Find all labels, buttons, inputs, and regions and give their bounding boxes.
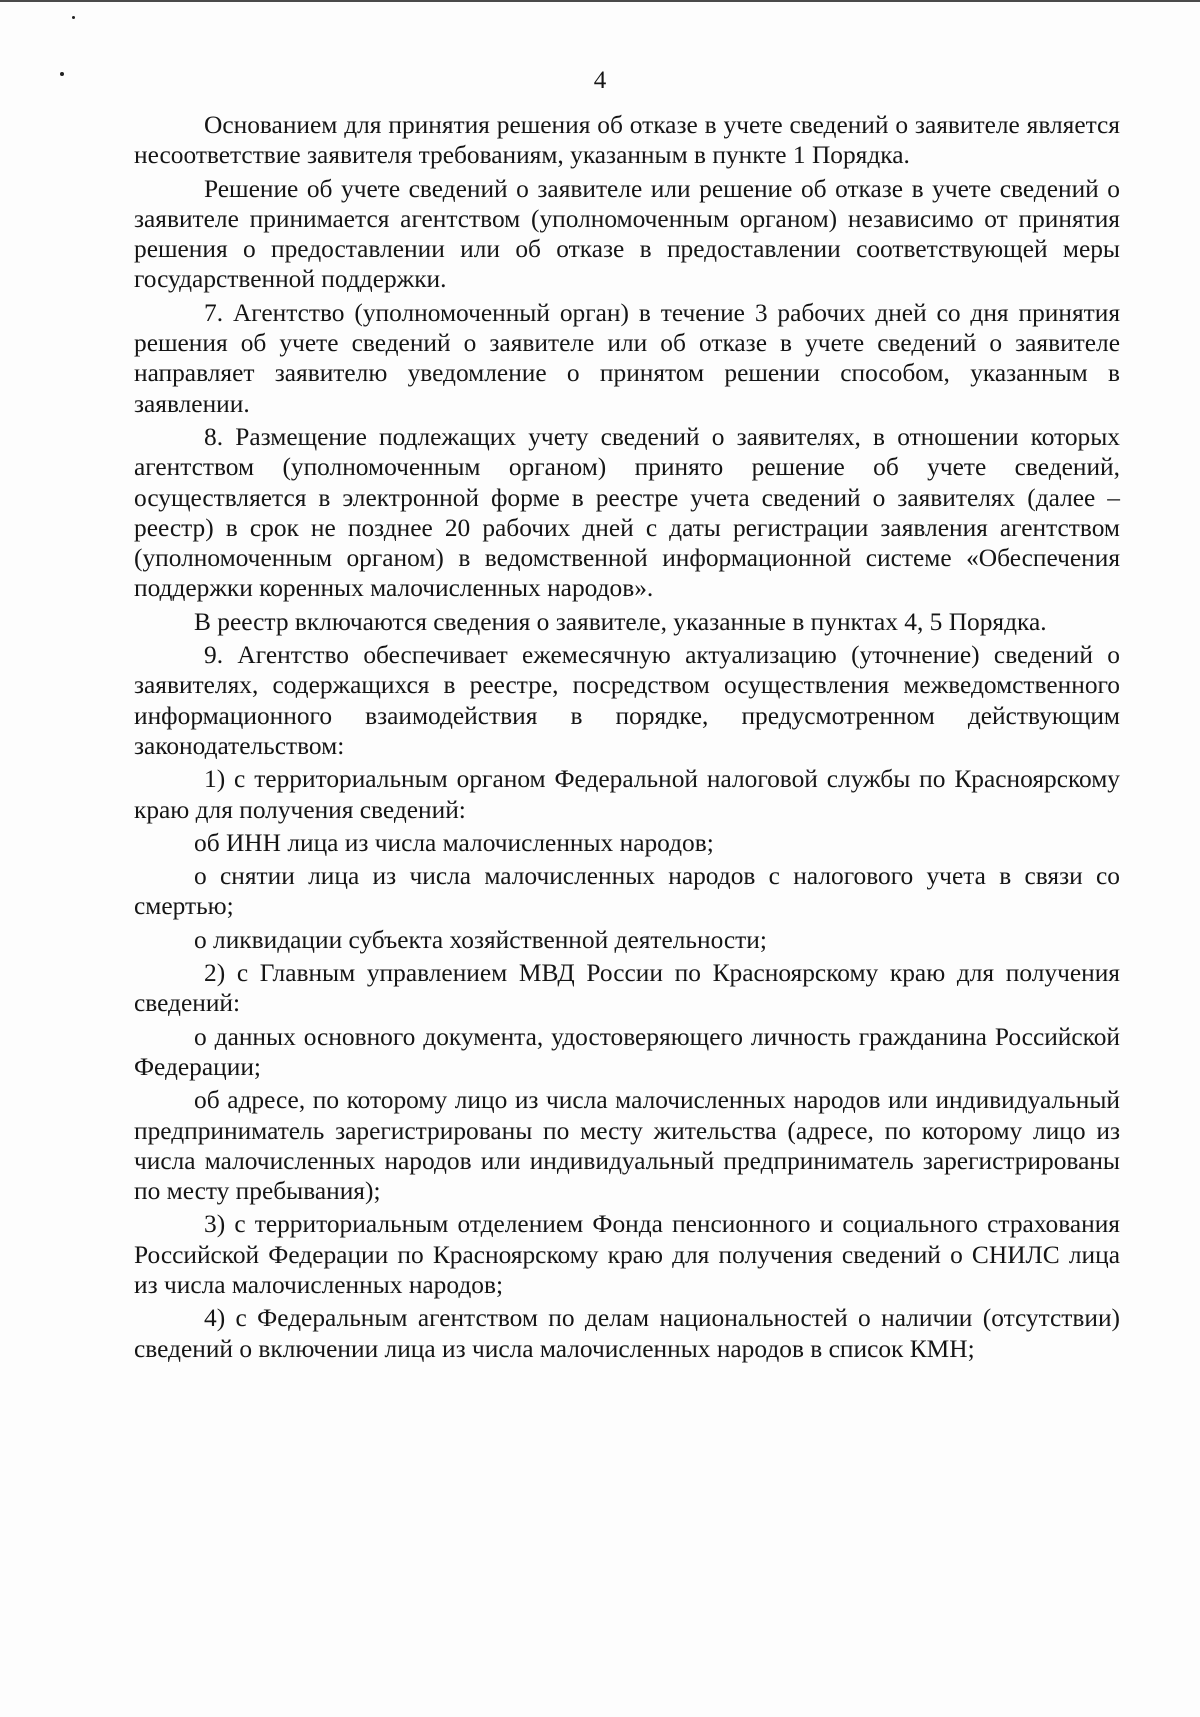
paragraph-subitem-2: 2) с Главным управлением МВД России по Красноярскому краю для получения сведений: <box>134 959 1120 1018</box>
list-item-liquidation: о ликвидации субъекта хозяйственной деятельности; <box>194 925 767 954</box>
paragraph-item-8: 8. Размещение подлежащих учету сведений о заявителях, в отношении которых агентством (уполномоченным органом) принято решение об учете сведений, осуществляется в электронной форме в реестре учета сведений о заявителях (далее – реестр) в срок не позднее 20 рабочих дней с даты регистрации заявления агентством (уполномоченным органом) в ведомственной информационной системе «Обеспечения поддержки коренных малочисленных народов». <box>134 422 1120 603</box>
paragraph-item-7: 7. Агентство (уполномоченный орган) в течение 3 рабочих дней со дня принятия решения об учете сведений о заявителе или об отказе в учете сведений о заявителе направляет заявителю уведомление о принятом решении способом, указанным в заявлении. <box>134 298 1120 418</box>
list-item-identity-document: о данных основного документа, удостоверяющего личность гражданина Российской Федерации; <box>134 1022 1120 1081</box>
list-item-tax-deregistration: о снятии лица из числа малочисленных народов с налогового учета в связи со смертью; <box>134 862 1120 921</box>
list-item-inn: об ИНН лица из числа малочисленных народов; <box>194 828 714 857</box>
paragraph-subitem-4: 4) с Федеральным агентством по делам национальностей о наличии (отсутствии) сведений о включении лица из числа малочисленных народов в список КМН; <box>134 1304 1120 1363</box>
paragraph-decision-independence: Решение об учете сведений о заявителе или решение об отказе в учете сведений о заявителе принимается агентством (уполномоченным органом) независимо от принятия решения о предоставлении или об отказе в предоставлении соответствующей меры государственной поддержки. <box>134 174 1120 294</box>
list-item-address: об адресе, по которому лицо из числа малочисленных народов или индивидуальный предприниматель зарегистрированы по месту жительства (адресе, по которому лицо из числа малочисленных народов или индивидуальный предприниматель зарегистрированы по месту пребывания); <box>134 1086 1120 1206</box>
page-number: 4 <box>593 67 607 94</box>
document-body <box>134 110 1120 1367</box>
scan-top-edge <box>0 0 1200 2</box>
paragraph-subitem-1: 1) с территориальным органом Федеральной налоговой службы по Красноярскому краю для получения сведений: <box>134 765 1120 824</box>
paragraph-item-9: 9. Агентство обеспечивает ежемесячную актуализацию (уточнение) сведений о заявителях, содержащихся в реестре, посредством осуществления межведомственного информационного взаимодействия в порядке, предусмотренном действующим законодательством: <box>134 641 1120 760</box>
paragraph-refusal-grounds: Основанием для принятия решения об отказе в учете сведений о заявителе является несоответствие заявителя требованиям, указанным в пункте 1 Порядка. <box>134 111 1120 170</box>
scan-speck <box>72 16 75 19</box>
paragraph-registry-content: В реестр включаются сведения о заявителе, указанные в пунктах 4, 5 Порядка. <box>194 607 1047 636</box>
paragraph-subitem-3: 3) с территориальным отделением Фонда пенсионного и социального страхования Российской Федерации по Красноярскому краю для получения сведений о СНИЛС лица из числа малочисленных народов; <box>134 1210 1120 1299</box>
